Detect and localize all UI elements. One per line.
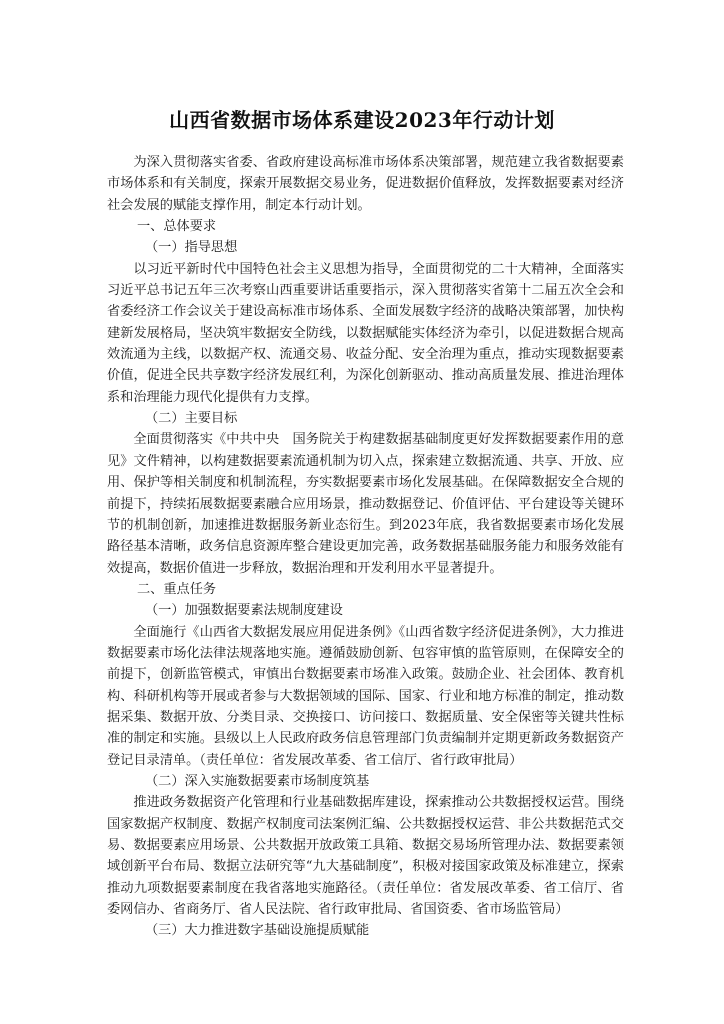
- body-paragraph: 以习近平新时代中国特色社会主义思想为指导，全面贯彻党的二十大精神，全面落实习近平总书记五年三次考察山西重要讲话重要指示，深入贯彻落实省第十二届五次全会和省委经济工作会议关于建设高标准市场体系、全面发展数字经济的战略决策部署，加快构建新发展格局，坚决筑牢数据安全防线，以数据赋能实体经济为牵引，以促进数据合规高效流通为主线，以数据产权、流通交易、收益分配、安全治理为重点，推动实现数据要素价值，促进全民共享数字经济发展红利，为深化创新驱动、推动高质量发展、推进治理体系和治理能力现代化提供有力支撑。: [107, 261, 624, 405]
- body-paragraph: 全面贯彻落实《中共中央 国务院关于构建数据基础制度更好发挥数据要素作用的意见》文件精神，以构建数据要素流通机制为切入点，探索建立数据流通、共享、开放、应用、保护等相关制度和机制流程，夯实数据要素市场化发展基础。在保障数据安全合规的前提下，持续拓展数据要素融合应用场景，推动数据登记、价值评估、平台建设等关键环节的机制创新，加速推进数据服务新业态衍生。到2023年底，我省数据要素市场化发展路径基本清晰，政务信息资源库整合建设更加完善，政务数据基础服务能力和服务效能有效提高，数据价值进一步释放，数据治理和开发利用水平显著提升。: [107, 432, 624, 576]
- section-heading: 二、重点任务: [137, 581, 217, 597]
- section-subheading: （一）加强数据要素法规制度建设: [145, 603, 343, 619]
- section-subheading: （二）主要目标: [145, 411, 238, 427]
- document-title: 山西省数据市场体系建设2023年行动计划: [169, 108, 555, 132]
- document-body: [107, 152, 624, 942]
- section-subheading: （一）指导思想: [145, 240, 238, 256]
- section-heading: 一、总体要求: [137, 219, 217, 235]
- body-paragraph: 全面施行《山西省大数据发展应用促进条例》《山西省数字经济促进条例》，大力推进数据要素市场化法律法规落地实施。遵循鼓励创新、包容审慎的监管原则，在保障安全的前提下，创新监管模式，审慎出台数据要素市场准入政策。鼓励企业、社会团体、教育机构、科研机构等开展或者参与大数据领域的国际、国家、行业和地方标准的制定，推动数据采集、数据开放、分类目录、交换接口、访问接口、数据质量、安全保密等关键共性标准的制定和实施。县级以上人民政府政务信息管理部门负责编制并定期更新政务数据资产登记目录清单。（责任单位：省发展改革委、省工信厅、省行政审批局）: [107, 624, 624, 768]
- section-subheading: （二）深入实施数据要素市场制度筑基: [145, 773, 370, 789]
- intro-paragraph: 为深入贯彻落实省委、省政府建设高标准市场体系决策部署，规范建立我省数据要素市场体系和有关制度，探索开展数据交易业务，促进数据价值释放，发挥数据要素对经济社会发展的赋能支撑作用，制定本行动计划。: [107, 155, 624, 213]
- body-paragraph: 推进政务数据资产化管理和行业基础数据库建设，探索推动公共数据授权运营。围绕国家数据产权制度、数据产权制度司法案例汇编、公共数据授权运营、非公共数据范式交易、数据要素应用场景、公共数据开放政策工具箱、数据交易场所管理办法、数据要素领域创新平台布局、数据立法研究等“九大基础制度”，积极对接国家政策及标准建立，探索推动九项数据要素制度在我省落地实施路径。（责任单位：省发展改革委、省工信厅、省委网信办、省商务厅、省人民法院、省行政审批局、省国资委、省市场监管局）: [107, 795, 624, 918]
- section-subheading: （三）大力推进数字基础设施提质赋能: [145, 923, 370, 939]
